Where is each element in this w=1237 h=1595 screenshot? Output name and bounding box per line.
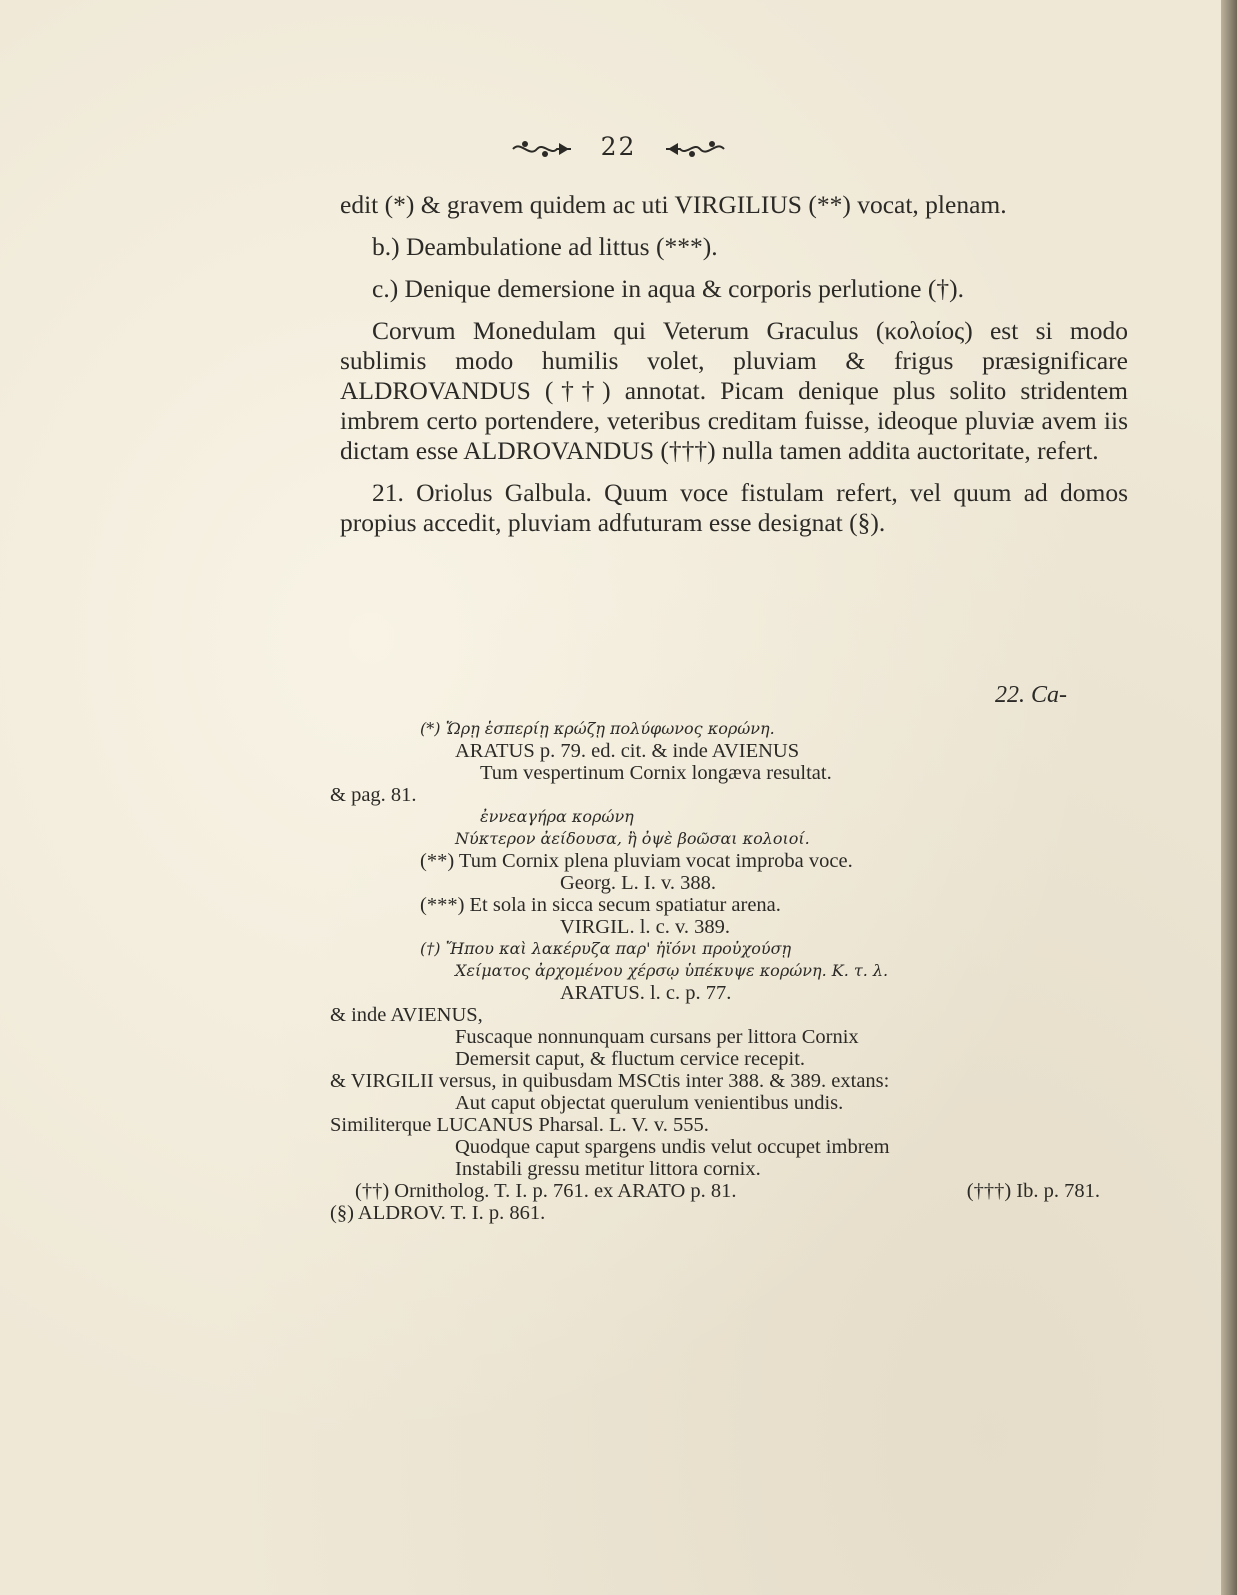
footnote-line: Similiterque LUCANUS Pharsal. L. V. v. 555. [330, 1114, 709, 1136]
catchword: 22. Ca- [995, 682, 1067, 708]
footnote-line: Instabili gressu metitur littora cornix. [455, 1158, 761, 1180]
footnote-line: (††) Ornitholog. T. I. p. 761. ex ARATO p. 81. [355, 1180, 737, 1202]
footnote-line: Demersit caput, & fluctum cervice recepit. [455, 1048, 806, 1070]
footnote-line: (†) Ἤπου καὶ λακέρυζα παρ' ἠϊόνι προὐχούσῃ [420, 939, 792, 958]
footnote-line: VIRGIL. l. c. v. 389. [560, 916, 731, 938]
paragraph: b.) Deambulatione ad littus (***). [372, 232, 718, 261]
footnote-line: Georg. L. I. v. 388. [560, 872, 717, 894]
footnote-line: Aut caput objectat querulum venientibus undis. [455, 1092, 844, 1114]
fleuron-right-icon [664, 138, 726, 160]
page-number: 22 [600, 132, 637, 161]
paragraph: c.) Denique demersione in aqua & corporis perlutione (†). [372, 274, 964, 303]
footnote-line: (†††) Ib. p. 781. [966, 1180, 1100, 1202]
footnote-line: (***) Et sola in sicca secum spatiatur arena. [420, 894, 781, 916]
paragraph: 21. Oriolus Galbula. Quum voce fistulam refert, vel quum ad domos propius accedit, pluviam adfuturam esse designat (§). [340, 478, 1128, 537]
footnote-line: Tum vespertinum Cornix longæva resultat. [480, 762, 832, 784]
page-edge [1221, 0, 1237, 1595]
footnote-line: Νύκτερον ἀείδουσα, ἢ ὀψὲ βοῶσαι κολοιοί. [455, 829, 810, 848]
main-text [340, 190, 1128, 550]
footnote-line-pair [330, 1180, 1120, 1202]
footnote-line: Quodque caput spargens undis velut occupet imbrem [455, 1136, 890, 1158]
paragraph: Corvum Monedulam qui Veterum Graculus (κολοίος) est si modo sublimis modo humilis volet, pluviam & frigus præsignificare ALDROVANDUS (††) annotat. Picam denique plus solito stridentem imbrem certo portendere, veteribus creditam fuisse, ideoque pluviæ avem iis dictam esse ALDROVANDUS (†††) nulla tamen addita auctoritate, refert. [340, 316, 1128, 465]
footnote-line: & pag. 81. [330, 784, 417, 806]
page-header [0, 132, 1237, 161]
footnote-line: & VIRGILII versus, in quibusdam MSCtis inter 388. & 389. extans: [330, 1070, 890, 1092]
footnote-line: ARATUS. l. c. p. 77. [560, 982, 732, 1004]
footnote-line: (*) Ὤρῃ ἑσπερίῃ κρώζῃ πολύφωνος κορώνη. [420, 719, 775, 738]
footnote-line: & inde AVIENUS, [330, 1004, 483, 1026]
footnote-line: (§) ALDROV. T. I. p. 861. [330, 1202, 546, 1224]
footnote-line: Fuscaque nonnunquam cursans per littora Cornix [455, 1026, 859, 1048]
footnote-line: (**) Tum Cornix plena pluviam vocat improba voce. [420, 850, 853, 872]
fleuron-left-icon [511, 138, 573, 160]
footnote-line: ἐννεαγήρα κορώνη [480, 807, 634, 826]
footnotes [330, 718, 1120, 1224]
footnote-line: ARATUS p. 79. ed. cit. & inde AVIENUS [455, 740, 800, 762]
footnote-line: Χείματος ἀρχομένου χέρσῳ ὑπέκυψε κορώνη. Κ. τ. λ. [455, 961, 889, 980]
paragraph: edit (*) & gravem quidem ac uti VIRGILIUS (**) vocat, plenam. [340, 190, 1007, 219]
